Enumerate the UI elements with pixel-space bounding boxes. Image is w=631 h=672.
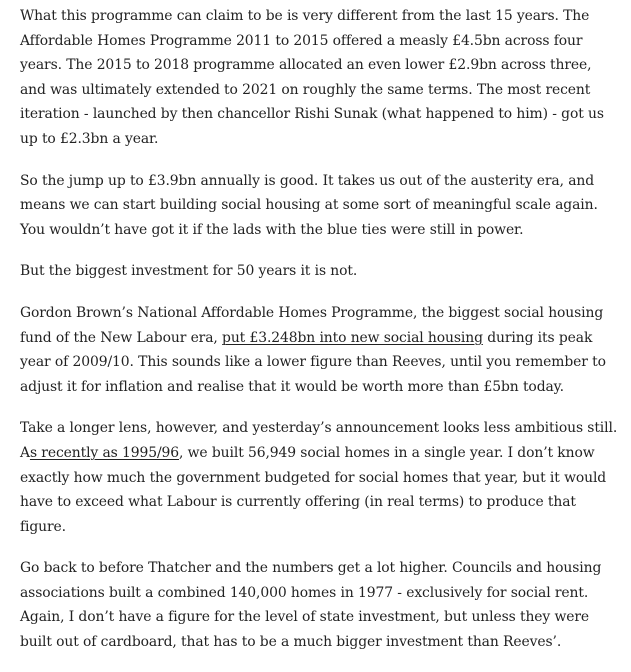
paragraph-text: Take a longer lens, however, and yesterday’s announcement looks less ambitious still. A [20,420,618,461]
paragraph-not-biggest-investment: But the biggest investment for 50 years it is not. [20,263,358,280]
social-housing-investment-link[interactable]: put £3.248bn into new social housing [222,329,483,346]
paragraph-text: , we built 56,949 social homes in a single year. I don’t know exactly how much the government budgeted for social homes that year, but it would have to exceed what Labour is currently offering (in real terms) to produce that figure. [20,444,607,535]
paragraph-jump-to-3-9bn: So the jump up to £3.9bn annually is good. It takes us out of the austerity era, and means we can start building social housing at some sort of meaningful scale again. You wouldn’t have got it if the lads with the blue ties were still in power. [20,172,598,238]
paragraph-text: during its peak year of 2009/10. This sounds like a lower figure than Reeves, until you remember to adjust it for inflation and realise that it would be worth more than £5bn today. [20,329,606,395]
article-body [20,4,620,672]
paragraph-longer-lens [20,416,620,539]
paragraph-gordon-brown [20,301,620,399]
recently-as-1995-link[interactable]: s recently as 1995/96 [29,444,180,461]
paragraph-before-thatcher: Go back to before Thatcher and the numbers get a lot higher. Councils and housing associations built a combined 140,000 homes in 1977 - exclusively for social rent. Again, I don’t have a figure for the level of state investment, but unless they were built out of cardboard, that has to be a much bigger investment than Reeves’. [20,560,602,651]
paragraph-text: Gordon Brown’s National Affordable Homes Programme, the biggest social housing fund of the New Labour era, [20,304,604,346]
paragraph-previous-programmes: What this programme can claim to be is very different from the last 15 years. The Affordable Homes Programme 2011 to 2015 offered a measly £4.5bn across four years. The 2015 to 2018 programme allocated an even lower £2.9bn across three, and was ultimately extended to 2021 on roughly the same terms. The most recent iteration - launched by then chancellor Rishi Sunak (what happened to him) - got us up to £2.3bn a year. [20,8,604,147]
